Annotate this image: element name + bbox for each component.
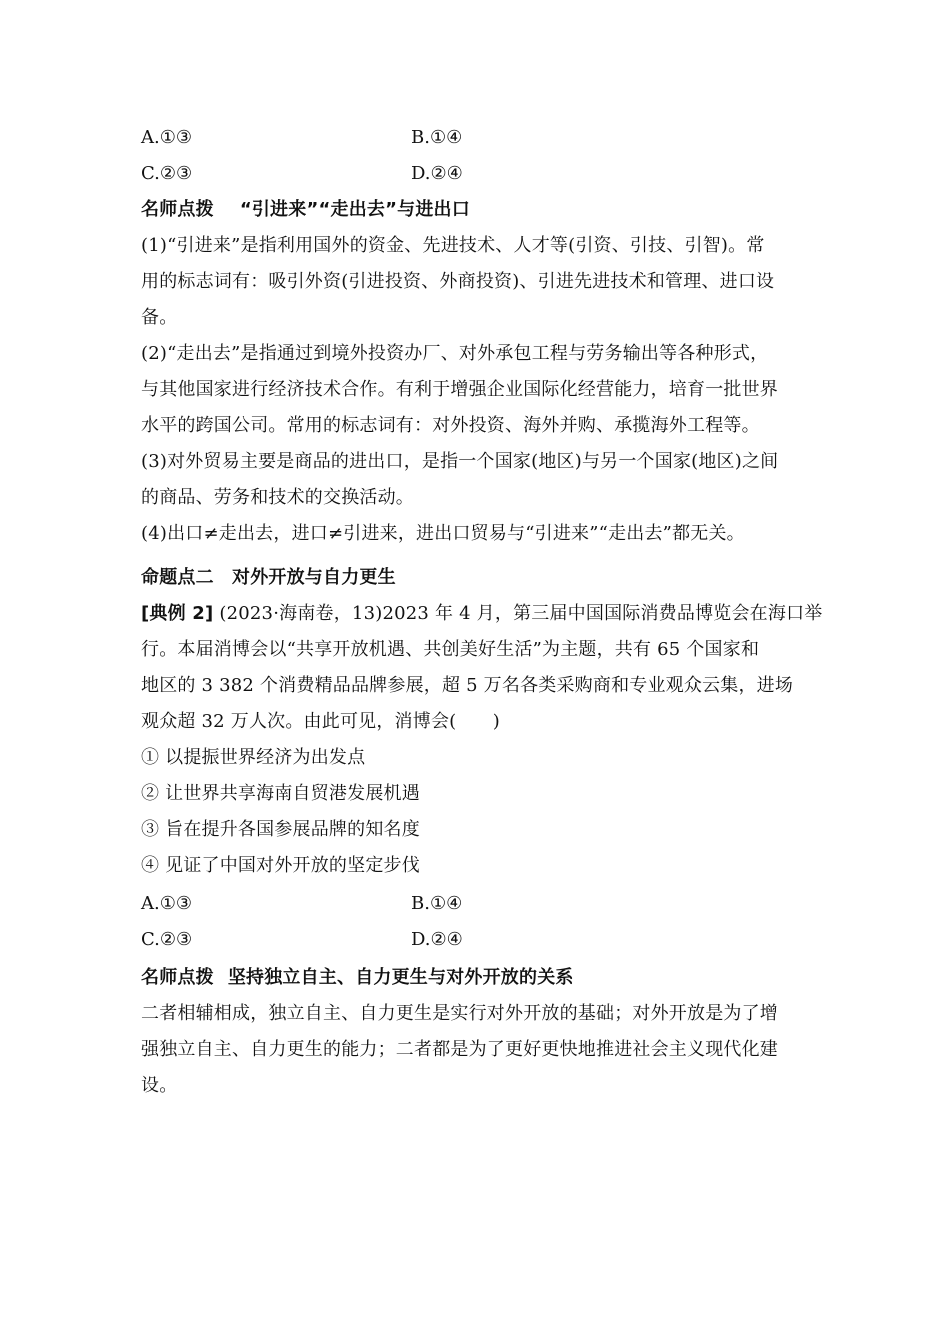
teacher-tip-2	[141, 960, 816, 1104]
statement: ① 以提振世界经济为出发点	[141, 747, 366, 768]
tip-heading	[141, 960, 816, 996]
tip-line: 设。	[141, 1075, 178, 1096]
section-heading: 命题点二 对外开放与自力更生	[141, 567, 396, 588]
tip-label: 名师点拨	[141, 967, 214, 988]
example-line: 地区的 3 382 个消费精品品牌参展，超 5 万名各类采购商和专业观众云集，进场	[141, 675, 794, 696]
option-c[interactable]: C.②③	[141, 163, 193, 184]
statement: ④ 见证了中国对外开放的坚定步伐	[141, 855, 420, 876]
option-d[interactable]: D.②④	[411, 929, 463, 950]
example-tag: [典例 2]	[141, 603, 214, 624]
option-c[interactable]: C.②③	[141, 929, 193, 950]
tip-line: 备。	[141, 307, 178, 328]
option-row	[141, 886, 816, 922]
tip-line: 的商品、劳务和技术的交换活动。	[141, 487, 414, 508]
option-row	[141, 922, 816, 958]
section-2	[141, 560, 816, 596]
option-a[interactable]: A.①③	[141, 893, 192, 914]
tip-line: 二者相辅相成，独立自主、自力更生是实行对外开放的基础；对外开放是为了增	[141, 1003, 778, 1024]
tip-line: 强独立自主、自力更生的能力；二者都是为了更好更快地推进社会主义现代化建	[141, 1039, 778, 1060]
tip-line: 用的标志词有：吸引外资(引进投资、外商投资)、引进先进技术和管理、进口设	[141, 271, 775, 292]
tip-title: 坚持独立自主、自力更生与对外开放的关系	[227, 967, 574, 988]
statement: ③ 旨在提升各国参展品牌的知名度	[141, 819, 420, 840]
example-source: (2023·海南卷，13)2023 年 4 月，第三届中国国际消费品博览会在海口举	[213, 603, 823, 624]
tip-line: (2)“走出去”是指通过到境外投资办厂、对外承包工程与劳务输出等各种形式，	[141, 343, 769, 364]
tip-line: (1)“引进来”是指利用国外的资金、先进技术、人才等(引资、引技、引智)。常	[141, 235, 765, 256]
tip-heading	[141, 192, 816, 228]
tip-line: (3)对外贸易主要是商品的进出口，是指一个国家(地区)与另一个国家(地区)之间	[141, 451, 779, 472]
example-line: 观众超 32 万人次。由此可见，消博会( )	[141, 711, 500, 732]
example-2	[141, 596, 823, 884]
question-2-options	[141, 886, 816, 958]
example-first-line	[141, 596, 823, 632]
option-b[interactable]: B.①④	[411, 893, 463, 914]
example-line: 行。本届消博会以“共享开放机遇、共创美好生活”为主题，共有 65 个国家和	[141, 639, 760, 660]
tip-label: 名师点拨	[141, 199, 214, 220]
option-d[interactable]: D.②④	[411, 163, 463, 184]
option-row	[141, 156, 816, 192]
option-row	[141, 120, 816, 156]
statement: ② 让世界共享海南自贸港发展机遇	[141, 783, 420, 804]
tip-line: 与其他国家进行经济技术合作。有利于增强企业国际化经营能力，培育一批世界	[141, 379, 778, 400]
option-a[interactable]: A.①③	[141, 127, 192, 148]
tip-line: 水平的跨国公司。常用的标志词有：对外投资、海外并购、承揽海外工程等。	[141, 415, 760, 436]
teacher-tip-1	[141, 192, 816, 552]
option-b[interactable]: B.①④	[411, 127, 463, 148]
tip-title: “引进来”“走出去”与进出口	[239, 199, 470, 220]
question-1-options	[141, 120, 816, 192]
tip-line: (4)出口≠走出去，进口≠引进来，进出口贸易与“引进来”“走出去”都无关。	[141, 523, 745, 544]
